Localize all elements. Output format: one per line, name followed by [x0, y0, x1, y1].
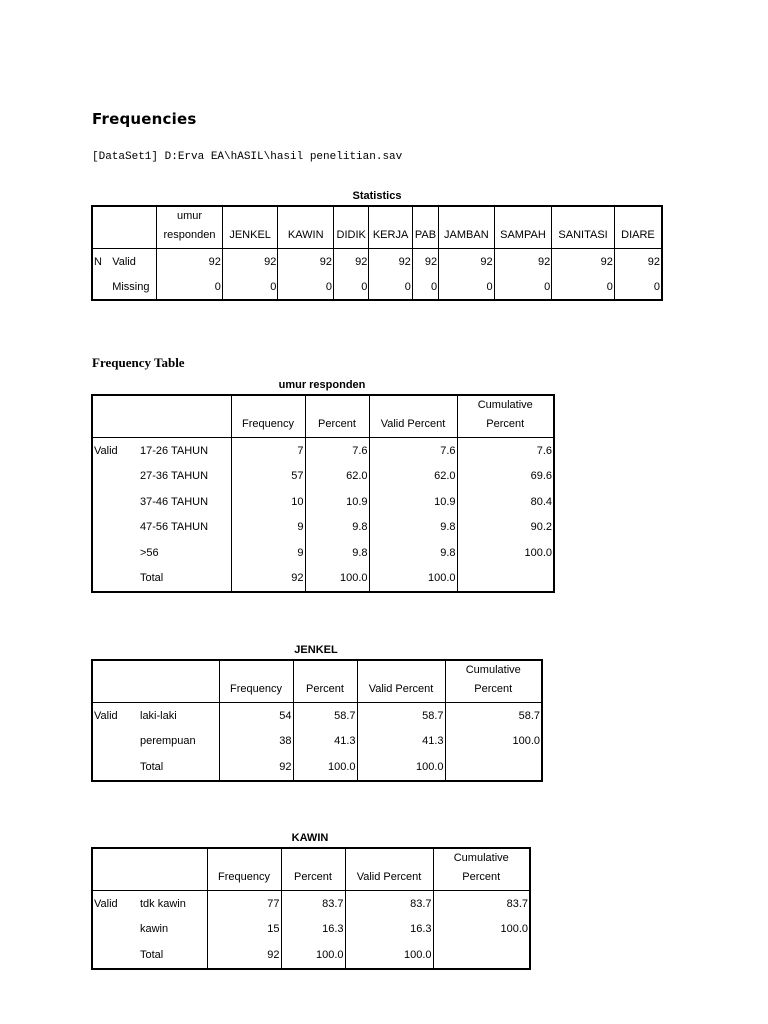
stat-cell: 0	[412, 274, 438, 300]
stat-col-header: SANITASI	[552, 206, 615, 249]
col-header-valid-percent: Valid Percent	[369, 395, 457, 438]
stat-col-header: PAB	[412, 206, 438, 249]
col-header-frequency: Frequency	[231, 395, 305, 438]
col-header-cumulative: Cumulative Percent	[457, 395, 554, 438]
table-row-total: Total 92 100.0 100.0	[92, 942, 530, 969]
statistics-caption: Statistics	[352, 190, 402, 202]
statistics-header-row	[92, 206, 662, 249]
table-caption: JENKEL	[294, 644, 338, 656]
stat-cell: 0	[334, 274, 369, 300]
table-header-row	[92, 395, 554, 438]
statistics-table	[91, 205, 663, 301]
frequency-table-umur	[91, 394, 555, 593]
stat-col-header: KAWIN	[278, 206, 334, 249]
stat-cell: 0	[552, 274, 615, 300]
page-title: Frequencies	[92, 110, 197, 128]
stat-col-header: SAMPAH	[494, 206, 552, 249]
stat-col-header: JAMBAN	[439, 206, 495, 249]
table-row: kawin 15 16.3 16.3 100.0	[92, 917, 530, 943]
stat-cell: 92	[222, 249, 278, 275]
table-caption: umur responden	[278, 379, 366, 391]
stat-cell: 0	[439, 274, 495, 300]
table-row: Valid tdk kawin 77 83.7 83.7 83.7	[92, 891, 530, 917]
stat-cell: 92	[412, 249, 438, 275]
col-header-percent: Percent	[293, 660, 357, 703]
table-row: perempuan 38 41.3 41.3 100.0	[92, 729, 542, 755]
stat-cell: 92	[157, 249, 223, 275]
table-header-row	[92, 660, 542, 703]
row-group-label	[92, 274, 111, 300]
table-row: Valid laki-laki 54 58.7 58.7 58.7	[92, 703, 542, 729]
stat-col-header: JENKEL	[222, 206, 278, 249]
stat-col-header: umur responden	[157, 206, 223, 249]
col-header-frequency: Frequency	[207, 848, 281, 891]
table-row: 27-36 TAHUN 57 62.0 62.0 69.6	[92, 464, 554, 490]
col-header-valid-percent: Valid Percent	[357, 660, 445, 703]
col-header-cumulative: Cumulative Percent	[445, 660, 542, 703]
table-row: 47-56 TAHUN 9 9.8 9.8 90.2	[92, 515, 554, 541]
table-row: >56 9 9.8 9.8 100.0	[92, 540, 554, 566]
col-header-valid-percent: Valid Percent	[345, 848, 433, 891]
frequency-table-jenkel	[91, 659, 543, 782]
stat-cell: 92	[369, 249, 412, 275]
stat-col-header: DIARE	[614, 206, 662, 249]
stat-cell: 0	[157, 274, 223, 300]
dataset-path: [DataSet1] D:Erva EA\hASIL\hasil penelitian.sav	[92, 151, 403, 163]
frequency-table-kawin	[91, 847, 531, 970]
table-header-row	[92, 848, 530, 891]
stat-cell: 92	[494, 249, 552, 275]
frequency-table-title: Frequency Table	[92, 355, 185, 370]
stat-col-header: DIDIK	[334, 206, 369, 249]
stat-cell: 0	[369, 274, 412, 300]
stat-cell: 0	[494, 274, 552, 300]
stat-cell: 92	[439, 249, 495, 275]
table-row: Valid 17-26 TAHUN 7 7.6 7.6 7.6	[92, 438, 554, 464]
stat-col-header: KERJA	[369, 206, 412, 249]
table-row-total: Total 92 100.0 100.0	[92, 566, 554, 593]
table-row: 37-46 TAHUN 10 10.9 10.9 80.4	[92, 489, 554, 515]
col-header-cumulative: Cumulative Percent	[433, 848, 530, 891]
table-caption: KAWIN	[291, 832, 329, 844]
row-label: Missing	[111, 274, 156, 300]
col-header-percent: Percent	[305, 395, 369, 438]
row-label: Valid	[111, 249, 156, 275]
stat-cell: 92	[647, 255, 660, 268]
table-row-total: Total 92 100.0 100.0	[92, 754, 542, 781]
stat-cell: 0	[222, 274, 278, 300]
statistics-row	[92, 249, 662, 275]
row-group-label: N	[94, 255, 102, 268]
stat-cell: 92	[334, 249, 369, 275]
col-header-percent: Percent	[281, 848, 345, 891]
stat-cell: 0	[653, 280, 660, 293]
stat-cell: 92	[552, 249, 615, 275]
stat-cell: 0	[278, 274, 334, 300]
col-header-frequency: Frequency	[219, 660, 293, 703]
stat-cell: 92	[278, 249, 334, 275]
statistics-row	[92, 274, 662, 300]
